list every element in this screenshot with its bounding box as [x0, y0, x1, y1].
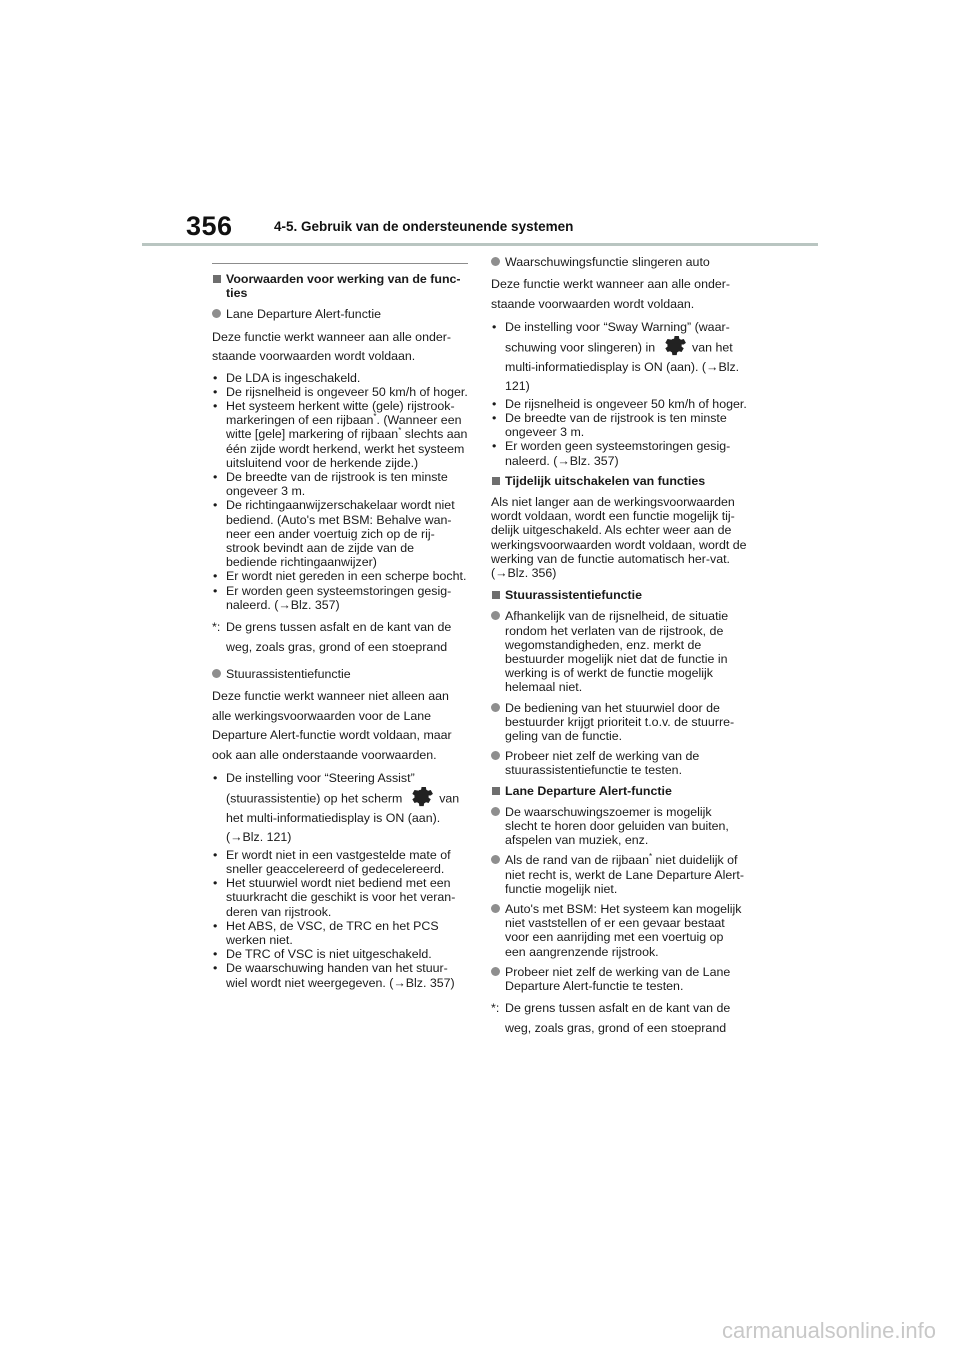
round-bullet-icon [491, 855, 500, 864]
lda-heading: Lane Departure Alert-functie [491, 784, 747, 798]
list-item: • De instelling voor “Steering Assist” (stuurassistentie) op het scherm van het multi-informatiedisplay is ON (aan). (→Blz. 121) [213, 771, 460, 845]
settings-gear-icon [661, 332, 687, 358]
round-bullet-icon [491, 967, 500, 976]
sway-conditions-list [491, 318, 747, 468]
round-bullet-icon [212, 309, 221, 318]
lda-note: Probeer niet zelf de werking van de Lane Departure Alert-functie te testen. [491, 965, 747, 993]
square-bullet-icon [213, 275, 221, 283]
watermark: carmanualsonline.info [721, 1318, 936, 1343]
sa-intro: Deze functie werkt wanneer niet alleen aan alle werkingsvoorwaarden voor de Lane Departure Alert-functie wordt voldaan, maar ook aan alle onderstaande voorwaarden. [212, 689, 452, 762]
left-column [212, 263, 468, 996]
list-item: • Het systeem herkent witte (gele) rijstrook-markeringen of een rijbaan*. (Wanneer een witte [gele] markering of rijbaan* slechts aan één zijde wordt herkend, werkt het systeem uitsluitend voor de herkende zijde.) [213, 399, 468, 470]
list-item: • De LDA is ingeschakeld. [213, 370, 361, 385]
lda-intro: Deze functie werkt wanneer aan alle onder-staande voorwaarden wordt voldaan. [212, 329, 451, 364]
header-rule [142, 243, 818, 246]
sa-bullet: Stuurassistentiefunctie [212, 667, 468, 681]
list-item: • De TRC of VSC is niet uitgeschakeld. [213, 947, 432, 962]
temp-disable-heading: Tijdelijk uitschakelen van functies [491, 474, 747, 488]
page-number: 356 [186, 211, 233, 241]
sa-heading: Stuurassistentiefunctie [491, 588, 747, 602]
list-item: • Er wordt niet gereden in een scherpe bocht. [213, 569, 467, 584]
lda-note: Als de rand van de rijbaan* niet duidelijk of niet recht is, werkt de Lane Departure Alert-functie mogelijk niet. [491, 853, 747, 896]
list-item: • Het ABS, de VSC, de TRC en het PCS werken niet. [213, 918, 439, 947]
round-bullet-icon [491, 703, 500, 712]
sa-conditions-list [212, 769, 468, 990]
list-item: • De rijsnelheid is ongeveer 50 km/h of hoger. [492, 396, 747, 411]
lda-conditions-list [212, 371, 468, 612]
list-item: • Er wordt niet in een vastgestelde mate of sneller geaccelereerd of gedecelereerd. [213, 847, 451, 876]
column-top-rule [212, 263, 468, 264]
lda-bullet: Lane Departure Alert-functie [212, 307, 468, 321]
list-item: • De rijsnelheid is ongeveer 50 km/h of hoger. [213, 384, 468, 399]
footnote: *: De grens tussen asfalt en de kant van de weg, zoals gras, grond of een stoeprand [491, 1001, 731, 1035]
list-item: • Er worden geen systeemstoringen gesig-naleerd. (→Blz. 357) [492, 439, 731, 468]
list-item: • De instelling voor “Sway Warning” (waar-schuwing voor slingeren) in van het multi-informatiedisplay is ON (aan). (→Blz. 121) [492, 320, 740, 394]
list-item: • Het stuurwiel wordt niet bediend met een stuurkracht die geschikt is voor het veran-deren van rijstrook. [213, 876, 456, 919]
round-bullet-icon [491, 611, 500, 620]
sway-intro: Deze functie werkt wanneer aan alle onder-staande voorwaarden wordt voldaan. [491, 277, 730, 311]
square-bullet-icon [492, 477, 500, 485]
conditions-heading: Voorwaarden voor werking van de func-ties [212, 272, 468, 300]
section-title: 4-5. Gebruik van de ondersteunende systemen [274, 219, 574, 234]
list-item: • De breedte van de rijstrook is ten minste ongeveer 3 m. [213, 470, 448, 499]
round-bullet-icon [491, 257, 500, 266]
sa-note: De bediening van het stuurwiel door de bestuurder krijgt prioriteit t.o.v. de stuurre-geling van de functie. [491, 701, 747, 744]
list-item: • De breedte van de rijstrook is ten minste ongeveer 3 m. [492, 410, 727, 440]
right-column [491, 255, 747, 1044]
round-bullet-icon [491, 751, 500, 760]
lda-note: De waarschuwingszoemer is mogelijk slecht te horen door geluiden van buiten, afspelen van muziek, enz. [491, 805, 747, 848]
sway-bullet: Waarschuwingsfunctie slingeren auto [491, 255, 747, 269]
list-item: • De richtingaanwijzerschakelaar wordt niet bediend. (Auto's met BSM: Behalve wan-neer een ander voertuig zich op de rij-strook bevindt aan de zijde van de bediende richtingaanwijzer) [213, 498, 455, 570]
sa-note: Afhankelijk van de rijsnelheid, de situatie rondom het verlaten van de rijstrook, de wegomstandigheden, enz. merkt de bestuurder mogelijk niet dat de functie in werking is of werkt de functie mogelijk helemaal niet. [491, 609, 747, 694]
square-bullet-icon [492, 591, 500, 599]
temp-disable-text: Als niet langer aan de werkingsvoorwaarden wordt voldaan, wordt een functie mogelijk tij-delijk uitgeschakeld. Als echter weer aan de werkingsvoorwaarden wordt voldaan, wordt de werking van de functie automatisch her-vat. (→Blz. 356) [491, 494, 747, 580]
list-item: • Er worden geen systeemstoringen gesig-naleerd. (→Blz. 357) [213, 583, 452, 612]
square-bullet-icon [492, 787, 500, 795]
lda-note: Auto's met BSM: Het systeem kan mogelijk niet vaststellen of er een gevaar bestaat voor een aanrijding met een voertuig op een aangrenzende rijstrook. [491, 902, 747, 959]
round-bullet-icon [212, 669, 221, 678]
round-bullet-icon [491, 807, 500, 816]
round-bullet-icon [491, 904, 500, 913]
list-item: • De waarschuwing handen van het stuur-wiel wordt niet weergegeven. (→Blz. 357) [213, 961, 455, 990]
sa-note: Probeer niet zelf de werking van de stuurassistentiefunctie te testen. [491, 749, 747, 777]
settings-gear-icon [408, 783, 434, 809]
footnote: *: De grens tussen asfalt en de kant van de weg, zoals gras, grond of een stoeprand [212, 620, 452, 654]
